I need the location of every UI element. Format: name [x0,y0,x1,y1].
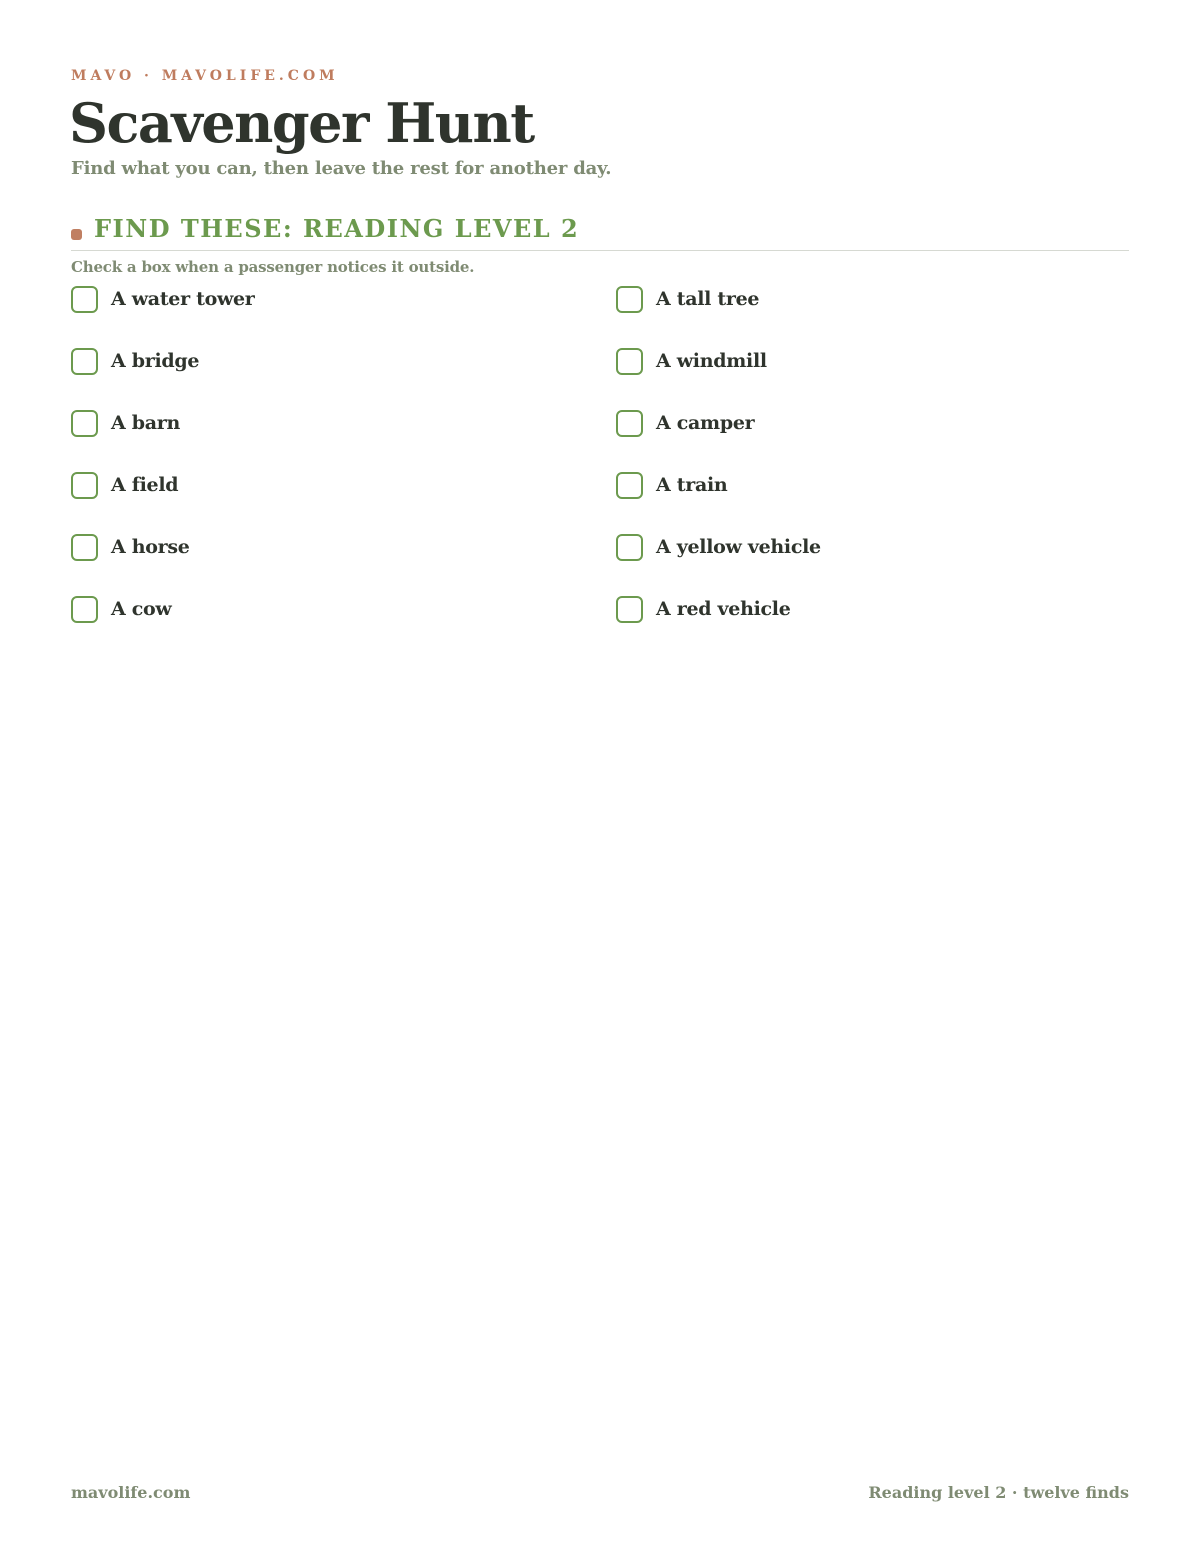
checklist [71,286,1129,658]
checkbox[interactable] [616,596,643,623]
page-title: Scavenger Hunt [69,91,534,155]
checklist-item-label: A camper [656,412,755,434]
section-header [71,212,1129,251]
checkbox[interactable] [71,410,98,437]
checkbox[interactable] [616,348,643,375]
checklist-item-label: A cow [111,598,172,620]
checklist-item-label: A yellow vehicle [656,536,821,558]
brand-line: MAVO · MAVOLIFE.COM [71,68,339,84]
checkbox[interactable] [71,472,98,499]
checklist-item-label: A windmill [656,350,767,372]
checklist-item-label: A field [111,474,179,496]
checklist-item-label: A tall tree [656,288,760,310]
checklist-item-label: A red vehicle [656,598,791,620]
checkbox[interactable] [616,534,643,561]
checkbox[interactable] [71,596,98,623]
checkbox[interactable] [616,472,643,499]
section-title: FIND THESE: READING LEVEL 2 [94,214,580,243]
section-instruction: Check a box when a passenger notices it outside. [71,258,475,276]
page-subtitle: Find what you can, then leave the rest for another day. [71,158,612,179]
section-marker-icon [71,229,82,240]
checklist-item-label: A water tower [111,288,255,310]
checkbox[interactable] [71,348,98,375]
checkbox[interactable] [616,286,643,313]
checklist-item-label: A train [656,474,728,496]
checkbox[interactable] [71,286,98,313]
worksheet-page [71,0,1129,1553]
footer-site: mavolife.com [71,1483,191,1502]
checklist-item-label: A horse [111,536,190,558]
checkbox[interactable] [71,534,98,561]
checklist-item-label: A barn [111,412,180,434]
checklist-item-label: A bridge [111,350,200,372]
footer-summary: Reading level 2 · twelve finds [868,1483,1129,1502]
checkbox[interactable] [616,410,643,437]
